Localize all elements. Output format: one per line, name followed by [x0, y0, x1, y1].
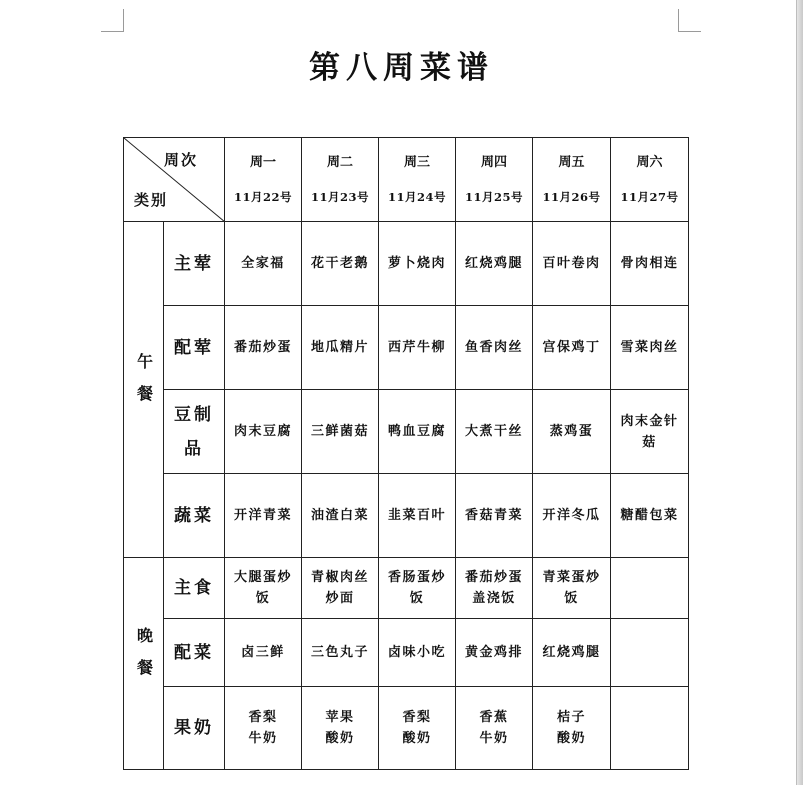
dish-cell: [533, 619, 611, 687]
day-name: 周四: [480, 154, 507, 170]
table-row: [124, 558, 689, 619]
day-header-cell: [302, 138, 379, 222]
day-header-cell: [225, 138, 302, 222]
dish-cell: [302, 306, 379, 390]
dish-name: 卤味小吃: [387, 645, 446, 660]
dish-name: 鸭血豆腐: [387, 424, 446, 439]
dish-cell: [456, 558, 533, 619]
day-header-cell: [611, 138, 689, 222]
day-name: 周二: [326, 154, 353, 170]
dish-cell: [225, 306, 302, 390]
header-row: [124, 138, 689, 222]
dish-name: 卤三鲜: [241, 645, 285, 660]
dish-name: 红烧鸡腿: [464, 256, 523, 271]
dish-cell: [302, 474, 379, 558]
day-date: 11月26号: [542, 189, 601, 204]
dish-cell: [456, 474, 533, 558]
table-row: [124, 474, 689, 558]
day-date: 11月23号: [310, 189, 369, 204]
dish-name: 糖醋包菜: [620, 508, 679, 523]
dish-name: 苹果酸奶: [325, 710, 355, 746]
dish-name: 大煮干丝: [464, 424, 523, 439]
table-row: [124, 222, 689, 306]
dish-cell: [379, 222, 456, 306]
meal-cell-dinner: [124, 558, 164, 770]
dish-cell: [225, 619, 302, 687]
dish-name: 韭菜百叶: [387, 508, 446, 523]
category-cell: [164, 687, 225, 770]
dish-cell: [533, 306, 611, 390]
dish-cell: [533, 390, 611, 474]
dish-cell: [379, 687, 456, 770]
dish-name: 宫保鸡丁: [542, 340, 601, 355]
corner-header-cell: [124, 138, 225, 222]
dish-name: 开洋冬瓜: [542, 508, 601, 523]
dish-cell: [225, 558, 302, 619]
dish-name: 萝卜烧肉: [387, 256, 446, 271]
category-label: 配荤: [174, 337, 214, 358]
dish-cell: [379, 619, 456, 687]
category-label: 蔬菜: [174, 505, 214, 526]
page-margin-marker-top-left: [101, 9, 124, 32]
dish-cell: [533, 474, 611, 558]
meal-cell-lunch: [124, 222, 164, 558]
dish-name: 香梨酸奶: [402, 710, 432, 746]
dish-name: 番茄炒蛋: [233, 340, 292, 355]
category-label: 豆制品: [174, 404, 214, 459]
category-label: 配菜: [174, 642, 214, 663]
dish-name: 雪菜肉丝: [620, 340, 679, 355]
dish-cell: [302, 687, 379, 770]
dish-name: 桔子酸奶: [556, 710, 586, 746]
table-row: [124, 687, 689, 770]
dish-name: 香蕉牛奶: [479, 710, 509, 746]
page-title: 第八周菜谱: [309, 50, 494, 86]
day-header-cell: [379, 138, 456, 222]
dish-name: 地瓜精片: [310, 340, 369, 355]
dish-cell: [225, 474, 302, 558]
dish-name: 全家福: [241, 256, 285, 271]
day-header-cell: [533, 138, 611, 222]
day-header-cell: [456, 138, 533, 222]
dish-cell: [611, 619, 689, 687]
dish-name: 青椒肉丝炒面: [310, 570, 369, 606]
dish-cell: [533, 558, 611, 619]
dish-name: 油渣白菜: [310, 508, 369, 523]
dish-name: 骨肉相连: [620, 256, 679, 271]
dish-cell: [611, 306, 689, 390]
dish-cell: [611, 474, 689, 558]
dish-cell: [533, 222, 611, 306]
dish-name: 黄金鸡排: [464, 645, 523, 660]
dish-cell: [379, 474, 456, 558]
dish-name: 百叶卷肉: [542, 256, 601, 271]
corner-header-category: 类别: [134, 191, 169, 209]
corner-header-week: 周次: [164, 151, 199, 169]
dish-cell: [225, 222, 302, 306]
day-name: 周一: [249, 154, 276, 170]
dish-cell: [456, 619, 533, 687]
day-name: 周三: [403, 154, 430, 170]
meal-label: [128, 627, 159, 701]
dish-cell: [611, 222, 689, 306]
dish-cell: [379, 390, 456, 474]
dish-cell: [225, 687, 302, 770]
dish-name: 西芹牛柳: [387, 340, 446, 355]
dish-cell: [456, 306, 533, 390]
dish-name: 肉末金针菇: [620, 413, 679, 450]
meal-label: [128, 353, 159, 427]
dish-name: 番茄炒蛋盖浇饭: [464, 570, 523, 606]
dish-cell: [456, 222, 533, 306]
meal-label-text: 午餐: [134, 352, 154, 417]
dish-cell: [302, 619, 379, 687]
dish-name: 三鲜菌菇: [310, 424, 369, 439]
table-row: [124, 390, 689, 474]
category-cell: [164, 306, 225, 390]
category-cell: [164, 474, 225, 558]
category-label: 主荤: [174, 253, 214, 274]
dish-cell: [302, 222, 379, 306]
dish-name: 鱼香肉丝: [464, 340, 523, 355]
dish-name: 三色丸子: [310, 645, 369, 660]
dish-name: 大腿蛋炒饭: [233, 570, 292, 606]
dish-cell: [302, 390, 379, 474]
dish-name: 开洋青菜: [233, 508, 292, 523]
category-cell: [164, 558, 225, 619]
dish-name: 香梨牛奶: [248, 710, 278, 746]
table-row: [124, 619, 689, 687]
dish-cell: [379, 306, 456, 390]
day-date: 11月24号: [387, 189, 446, 204]
dish-name: 香肠蛋炒饭: [387, 570, 446, 606]
day-name: 周六: [636, 154, 663, 170]
dish-name: 香菇青菜: [464, 508, 523, 523]
dish-cell: [611, 390, 689, 474]
dish-cell: [456, 687, 533, 770]
dish-name: 肉末豆腐: [233, 424, 292, 439]
dish-cell: [379, 558, 456, 619]
table-row: [124, 306, 689, 390]
day-date: 11月27号: [620, 189, 679, 204]
category-label: 主食: [174, 578, 214, 598]
dish-cell: [611, 687, 689, 770]
weekly-menu-table: [123, 137, 689, 770]
day-date: 11月25号: [464, 189, 523, 204]
dish-name: 红烧鸡腿: [542, 645, 601, 660]
dish-cell: [456, 390, 533, 474]
day-name: 周五: [558, 154, 585, 170]
dish-cell: [225, 390, 302, 474]
dish-cell: [611, 558, 689, 619]
dish-name: 青菜蛋炒饭: [542, 570, 601, 606]
category-label: 果奶: [174, 718, 214, 738]
category-cell: [164, 222, 225, 306]
dish-name: 花干老鹅: [310, 256, 369, 271]
dish-cell: [302, 558, 379, 619]
page-margin-marker-top-right: [678, 9, 701, 32]
category-cell: [164, 619, 225, 687]
window-scroll-edge: [796, 0, 803, 785]
meal-label-text: 晚餐: [134, 626, 154, 691]
category-cell: [164, 390, 225, 474]
day-date: 11月22号: [233, 189, 292, 204]
dish-name: 蒸鸡蛋: [549, 424, 594, 439]
dish-cell: [533, 687, 611, 770]
